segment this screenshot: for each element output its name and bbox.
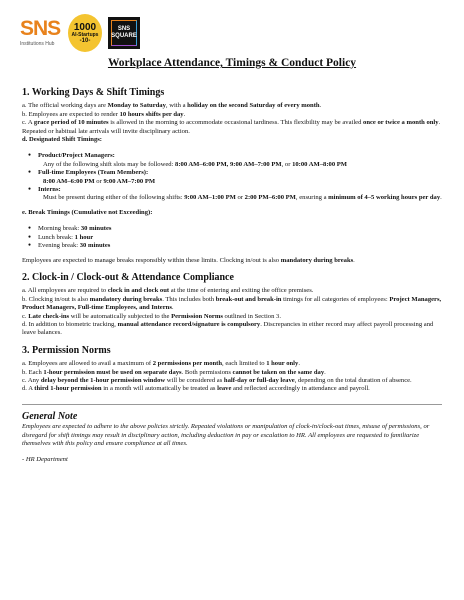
sns-logo-tagline: Institutions Hub	[20, 41, 55, 47]
s2-item-b: b. Clocking in/out is also mandatory during breaks. This includes both break-out and break-in timings for all categories of employees: Project Managers, Product Managers, Full-time Employees, and Interns.	[22, 295, 442, 312]
general-note-heading: General Note	[22, 410, 78, 422]
s2-item-c: c. Late check-ins will be automatically subjected to the Permission Norms outlined in Section 3.	[22, 312, 281, 320]
break-timings-list	[22, 225, 442, 250]
s1-item-e: e. Break Timings (Cumulative not Exceeding):	[22, 208, 153, 216]
award-badge-logo	[68, 14, 102, 52]
square-top-text: SNS	[117, 26, 131, 32]
list-item: ● Product/Project Managers: Any of the following shift slots may be followed: 8:00 AM–6:00 PM, 9:00 AM–7:00 PM, or 10:00 AM–8:00 PM	[22, 152, 442, 169]
square-bottom-text: SQUARE	[111, 32, 137, 39]
award-number: 1000	[73, 21, 97, 33]
general-note-text: Employees are expected to adhere to the above policies strictly. Repeated violations or manipulation of clock-in/clock-out times, misuse of permissions, or disregard for shift timings may result in disciplinary action, including deduction in pay or escalation to HR. All employees are requested to familiarize themselves with this policy and ensure compliance at all times.	[22, 423, 430, 447]
section-1-heading: 1. Working Days & Shift Timings	[22, 87, 165, 98]
breaks-note: Employees are expected to manage breaks responsibly within these limits. Clocking in/out is also mandatory during breaks.	[22, 256, 355, 264]
award-sub: -10-	[79, 37, 91, 44]
sns-logo	[20, 15, 62, 51]
s3-item-d: d. A third 1-hour permission in a month will automatically be treated as leave and reflected accordingly in attendance and payroll.	[22, 385, 370, 393]
section-3-heading: 3. Permission Norms	[22, 344, 111, 356]
document-title: Workplace Attendance, Timings & Conduct Policy	[107, 57, 357, 69]
award-label: AI-Startups	[71, 31, 99, 38]
section-2-heading: 2. Clock-in / Clock-out & Attendance Compliance	[22, 271, 234, 283]
s2-item-d: d. In addition to biometric tracking, manual attendance record/signature is compulsory. Discrepancies in either record may affect payroll processing and leave balances.	[22, 320, 434, 337]
s1-item-c: c. A grace period of 10 minutes is allowed in the morning to accommodate occasional tardiness. This flexibility may be availed once or twice a month only. Repeated or habitual late arrivals will invite disciplinary action.	[22, 119, 441, 135]
list-item: ● Interns: Must be present during either of the following shifts: 9:00 AM–1:00 PM or 2:00 PM–6:00 PM, ensuring a minimum of 4–5 working hours per day.	[22, 186, 442, 203]
s2-item-a: a. All employees are required to clock in and clock out at the time of entering and exiting the office premises.	[22, 287, 314, 295]
s3-item-b: b. Each 1-hour permission must be used on separate days. Both permissions cannot be taken on the same day.	[22, 368, 326, 376]
sns-square-logo	[108, 17, 140, 49]
divider	[22, 404, 442, 405]
s1-item-d: d. Designated Shift Timings:	[22, 136, 102, 144]
list-item: ● Morning break: 30 minutes	[22, 225, 442, 233]
s1-item-a: a. The official working days are Monday to Saturday, with a holiday on the second Saturday of every month.	[22, 102, 322, 110]
s3-item-c: c. Any delay beyond the 1-hour permission window will be considered as half-day or full-day leave, depending on the total duration of absence.	[22, 376, 412, 384]
list-item: ● Full-time Employees (Team Members): 8:00 AM–6:00 PM or 9:00 AM–7:00 PM	[22, 169, 442, 186]
list-item: ● Evening break: 30 minutes	[22, 242, 442, 250]
sns-logo-text: SNS	[20, 17, 61, 40]
hr-signature: - HR Department	[22, 456, 68, 464]
header-logos	[20, 14, 140, 52]
list-item: ● Lunch break: 1 hour	[22, 234, 442, 242]
shift-timings-list	[22, 152, 442, 202]
s3-item-a: a. Employees are allowed to avail a maximum of 2 permissions per month, each limited to 1 hour only.	[22, 360, 300, 368]
document-body	[22, 80, 442, 465]
s1-item-b: b. Employees are expected to render 10 hours shifts per day.	[22, 110, 186, 118]
